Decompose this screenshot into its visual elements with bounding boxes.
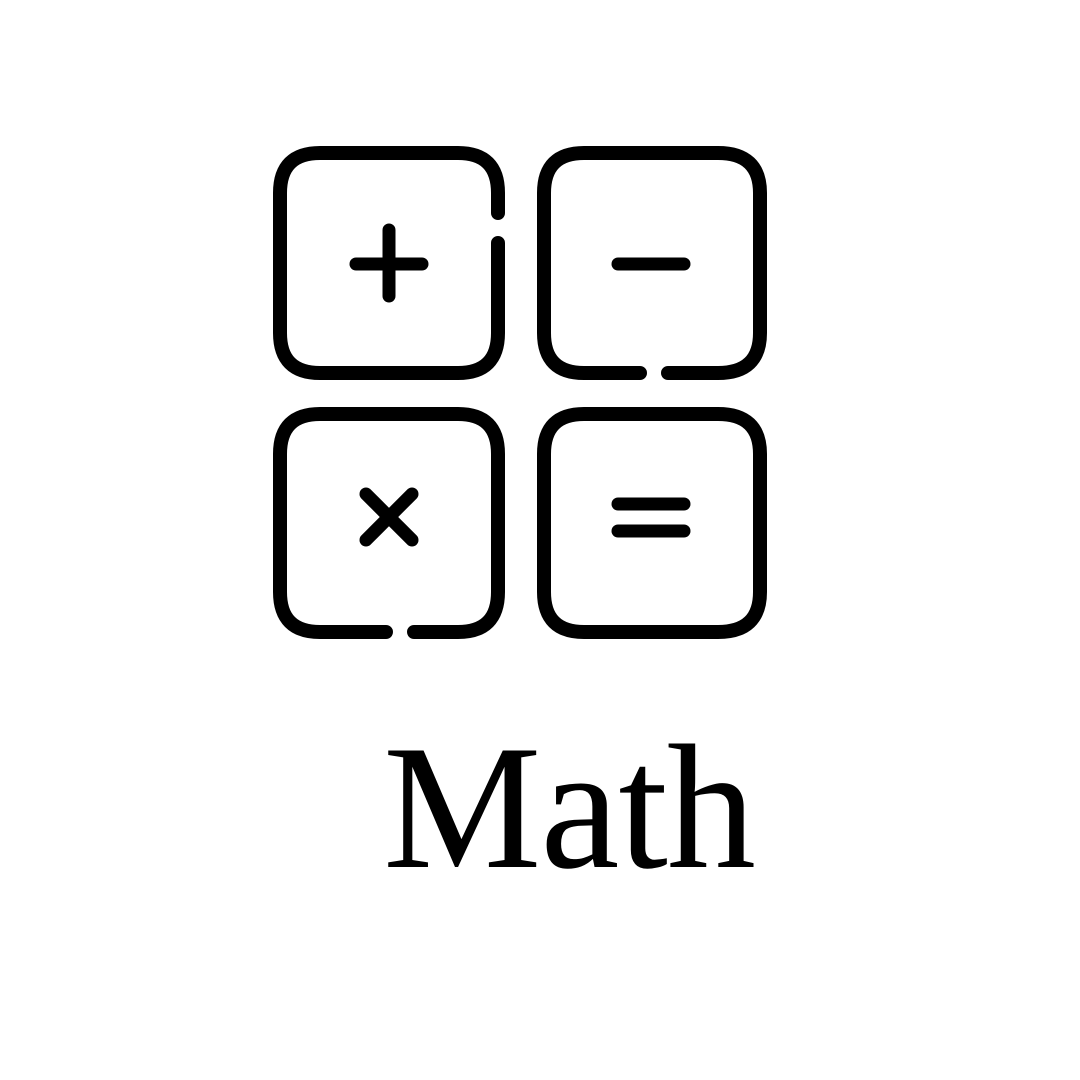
multiply-key [280, 414, 498, 632]
multiply-icon [366, 494, 412, 540]
plus-icon [356, 230, 422, 296]
equals-icon [618, 504, 684, 531]
minus-key [544, 153, 760, 373]
app-title: Math [383, 708, 755, 906]
equals-key [544, 414, 760, 632]
plus-key [280, 153, 498, 373]
equals-key-frame [544, 414, 760, 632]
